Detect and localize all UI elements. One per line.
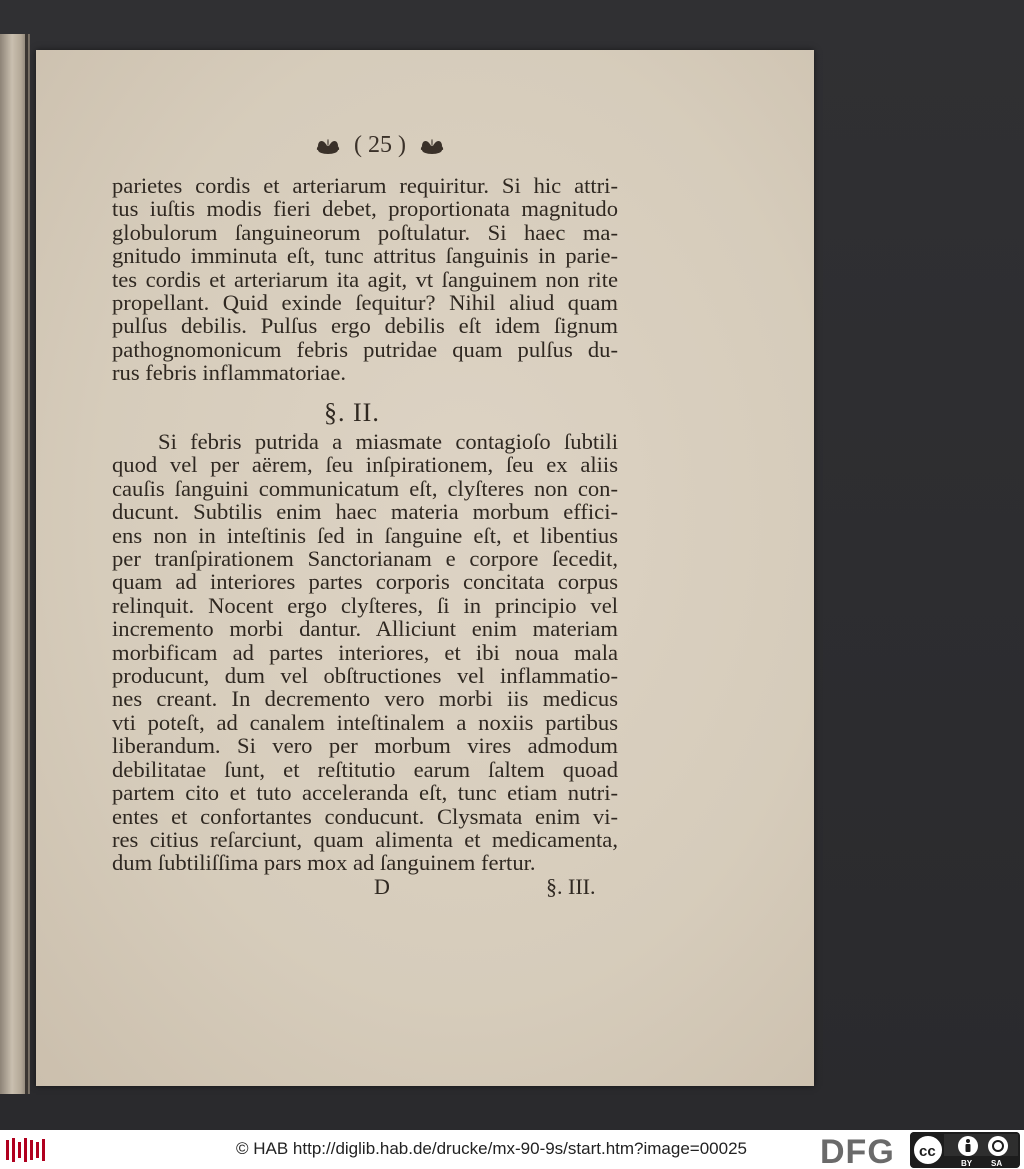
text-line: nes creant. In decremento vero morbi iis medicus [112,686,618,712]
copyright-link[interactable]: © HAB http://diglib.hab.de/drucke/mx-90-9s/start.htm?image=00025 [236,1139,747,1158]
text-line: quod vel per aërem, ſeu inſpirationem, ſeu ex aliis [112,452,618,478]
dfg-logo-icon [818,1133,906,1167]
paragraph-2 [112,430,618,875]
license-badge[interactable] [910,1132,1020,1168]
book-page [36,50,814,1086]
spine-line [25,34,28,1094]
page-number: ( 25 ) [354,131,406,158]
text-line: propellant. Quid exinde ſequitur? Nihil aliud quam [112,290,618,316]
text-line: producunt, dum vel obſtructiones vel inflammatio- [112,663,618,689]
text-line: cauſis ſanguini communicatum eſt, clyſteres non con- [112,475,618,501]
text-line: tes cordis et arteriarum ita agit, vt ſanguinem non rite [112,266,618,292]
text-line: incremento morbi dantur. Alliciunt enim materiam [112,616,618,642]
text-line: vti poteſt, ad canalem inteſtinalem a noxiis partibus [112,709,618,735]
text-line: partem cito et tuto acceleranda eſt, tunc etiam nutri- [112,780,618,806]
text-line: entes et confortantes conducunt. Clysmata enim vi- [112,803,618,829]
section-heading: §. II. [324,398,380,427]
page-header [270,130,490,160]
text-line: res citius reſarciunt, quam alimenta et medicamenta, [112,826,618,852]
left-ornament-icon [314,134,342,156]
right-ornament-icon [418,134,446,156]
sa-label: SA [991,1159,1003,1168]
text-line: quam ad interiores partes corporis concitata corpus [112,569,618,595]
text-line: Si febris putrida a miasmate contagioſo ſubtili [158,429,618,454]
text-line: pathognomonicum febris putridae quam pulſus du- [112,336,618,362]
svg-text:cc: cc [919,1143,936,1160]
cc-icon [913,1135,943,1165]
text-line: per tranſpirationem Sanctorianam e corpore ſecedit, [112,546,618,572]
text-line: gnitudo imminuta eſt, tunc attritus ſanguinis in parie- [112,243,618,269]
hab-logo-icon [4,1136,48,1164]
dfg-logo-text: DFG [820,1133,895,1167]
by-label: BY [961,1159,973,1168]
text-line: liberandum. Si vero per morbum vires admodum [112,733,618,759]
text-line: rus febris inflammatoriae. [112,360,347,386]
text-line: parietes cordis et arteriarum requiritur. Si hic attri- [112,173,618,198]
text-line: tus iuſtis modis fieri debet, proportionata magnitudo [112,196,618,222]
text-line: relinquit. Nocent ergo clyſteres, ſi in principio vel [112,592,618,618]
catchword: §. III. [546,874,596,899]
text-line: debilitatae ſunt, et reſtitutio earum ſaltem quoad [112,756,618,782]
text-line: morbificam ad partes interiores, et ibi noua mala [112,639,618,665]
signature-mark: D [374,874,390,899]
paragraph-1 [112,174,618,385]
credit-bar [0,1130,1024,1169]
book-edge [0,34,30,1094]
text-line: ens non in inteſtinis ſed in ſanguine eſt, et libentius [112,522,618,548]
text-line: pulſus debilis. Pulſus ergo debilis eſt idem ſignum [112,313,618,339]
text-line: ducunt. Subtilis enim haec materia morbum effici- [112,499,618,525]
text-line: dum ſubtiliſſima pars mox ad ſanguinem fertur. [112,850,536,876]
text-line: globulorum ſanguineorum poſtulatur. Si haec ma- [112,219,618,245]
